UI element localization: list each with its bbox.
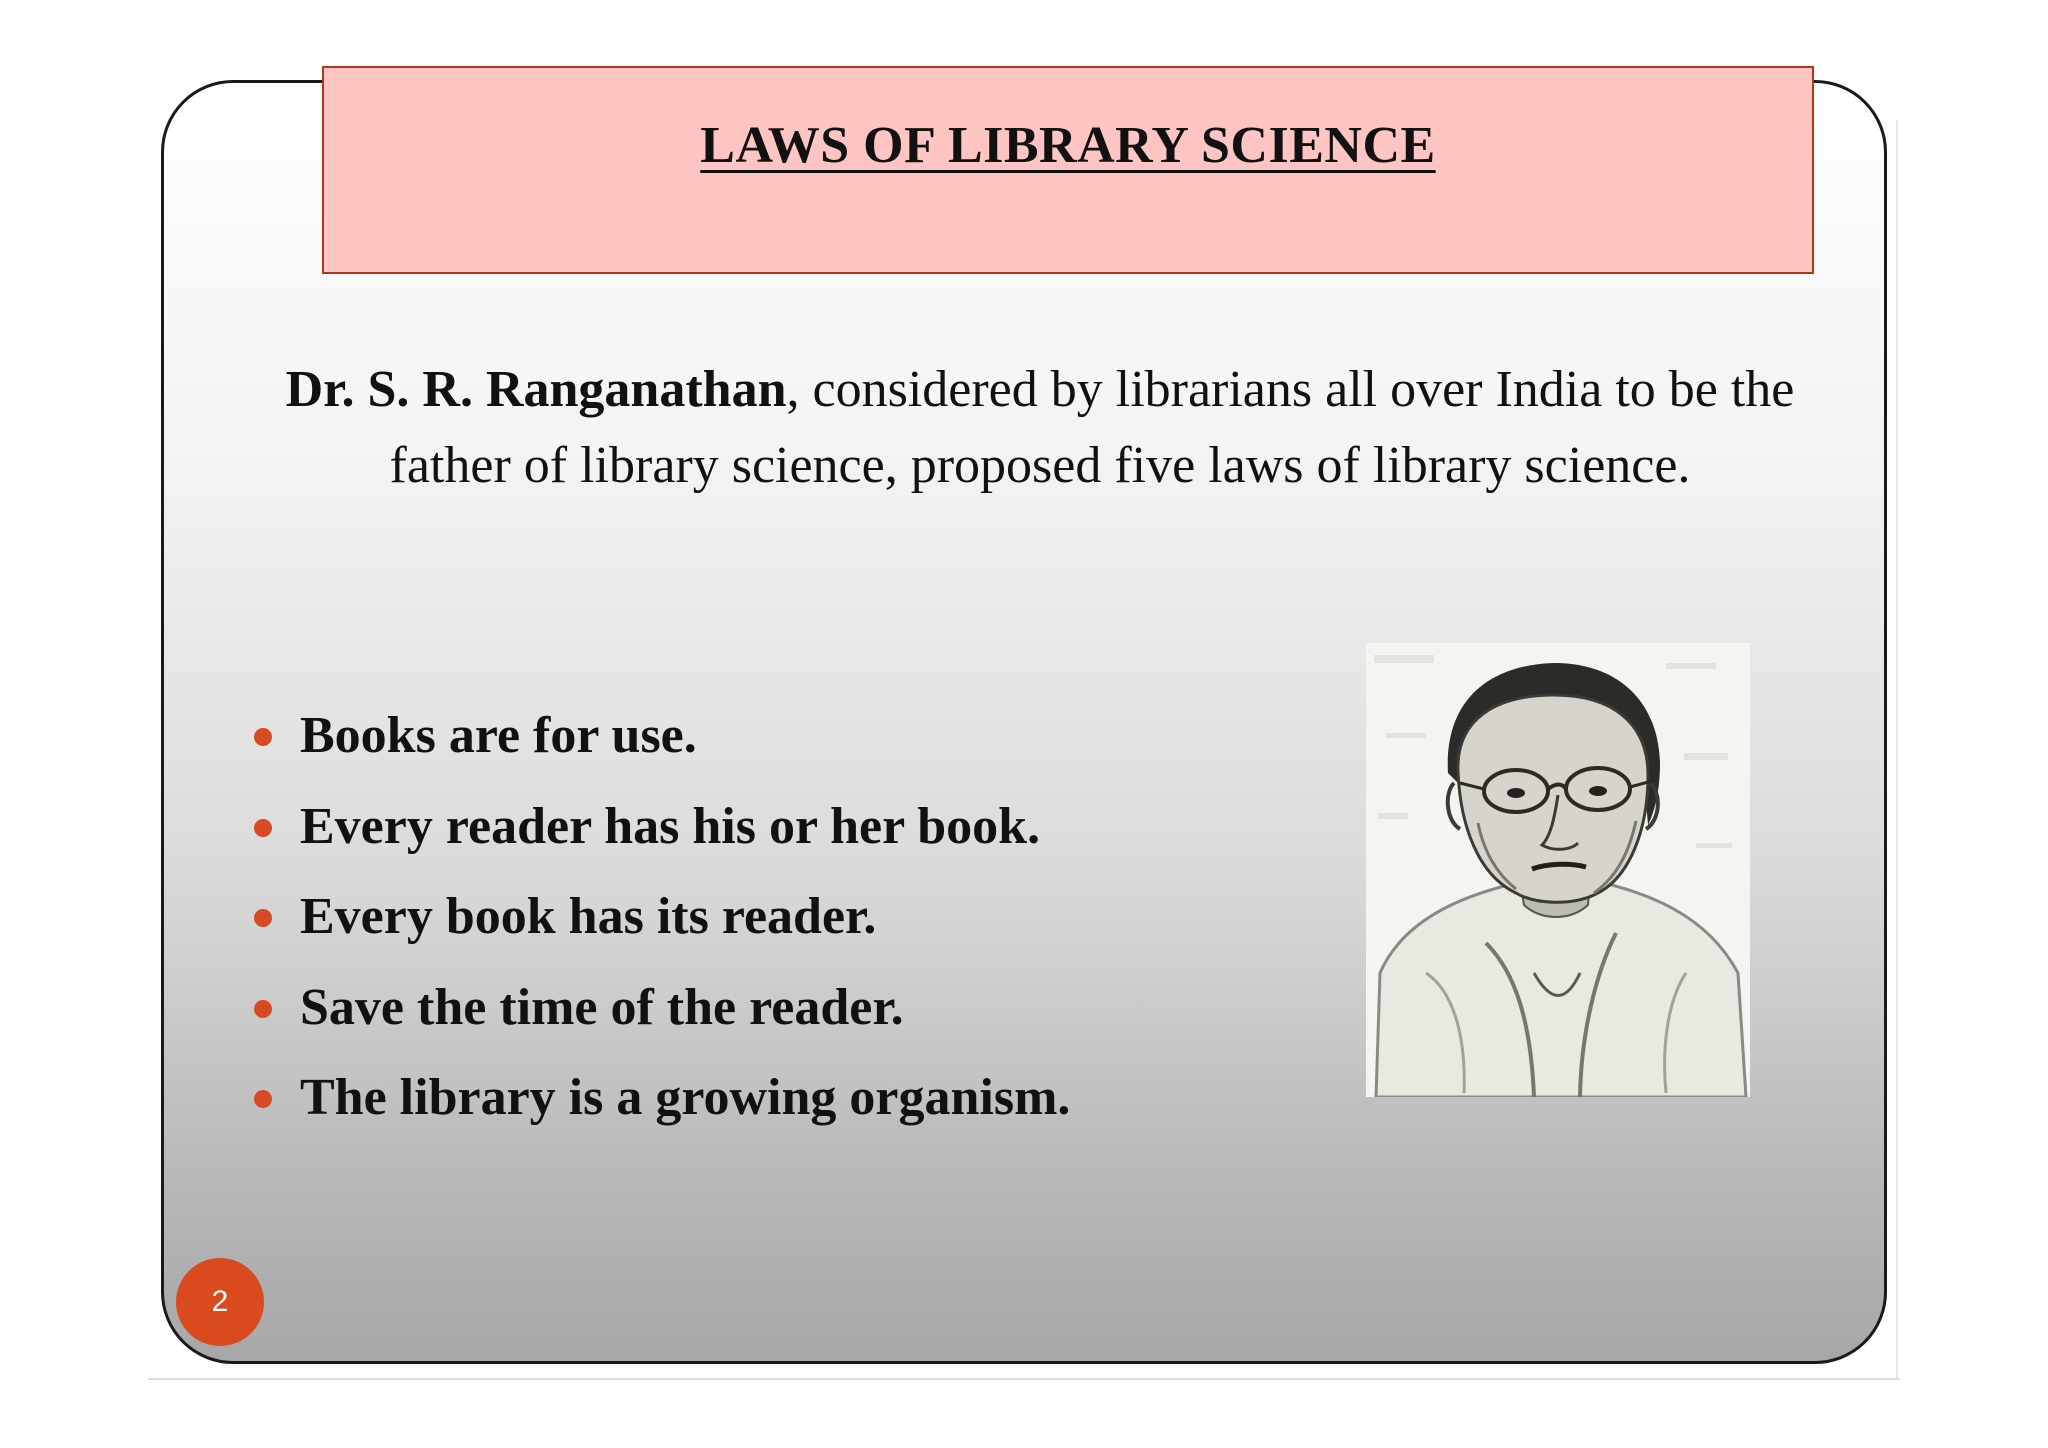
- bullet-dot-icon: [254, 819, 272, 837]
- page-number-badge: 2: [176, 1258, 264, 1346]
- law-text: The library is a growing organism.: [300, 1069, 1071, 1126]
- page-divider: [148, 1378, 1900, 1380]
- bullet-dot-icon: [254, 728, 272, 746]
- law-text: Save the time of the reader.: [300, 978, 904, 1036]
- intro-name: Dr. S. R. Ranganathan: [285, 361, 787, 418]
- intro-text: , considered by librarians all over India to be the father of library science, proposed five laws of library science.: [389, 361, 1795, 494]
- law-text: Every book has its reader.: [300, 888, 877, 945]
- intro-paragraph: [240, 352, 1840, 504]
- title-banner: [322, 66, 1814, 274]
- slide-title: LAWS OF LIBRARY SCIENCE: [700, 117, 1436, 174]
- bullet-dot-icon: [254, 1000, 272, 1018]
- portrait-image: [1366, 643, 1750, 1097]
- bullet-dot-icon: [254, 909, 272, 927]
- bullet-dot-icon: [254, 1090, 272, 1108]
- law-text: Books are for use.: [300, 707, 697, 764]
- law-text: Every reader has his or her book.: [300, 797, 1041, 855]
- slide-shadow: [1896, 120, 1898, 1378]
